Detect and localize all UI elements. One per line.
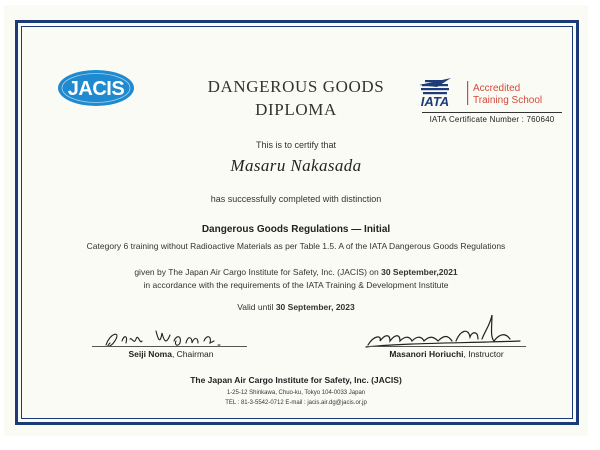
chairman-name: Seiji Noma [128, 349, 172, 359]
iata-globe-icon [419, 78, 451, 94]
course-title: Dangerous Goods Regulations — Initial [201, 224, 391, 235]
category-text: Category 6 training without Radioactive Materials as per Table 1.5. A of the IATA Dangerous Goods Regulations [86, 241, 506, 251]
accordance-text: in accordance with the requirements of the IATA Training & Development Institute [143, 280, 449, 290]
certify-text: This is to certify that [255, 140, 337, 150]
chairman-role: , Chairman [171, 349, 214, 359]
completion-text: has successfully completed with distinction [210, 194, 382, 204]
instructor-name: Masanori Horiuchi [389, 349, 464, 359]
recipient-name: Masaru Nakasada [230, 156, 362, 175]
diploma-title-line1: DANGEROUS GOODS [207, 77, 385, 96]
jacis-logo-text: JACIS [67, 78, 125, 100]
given-by-prefix: given by The Japan Air Cargo Institute for Safety, Inc. (JACIS) on [134, 267, 382, 277]
iata-logo [415, 75, 565, 111]
diploma-title-line2: DIPLOMA [255, 100, 337, 119]
instructor-signature-line [366, 346, 526, 347]
instructor-signer [364, 349, 529, 359]
given-by-text [4, 267, 588, 277]
organization-contact: TEL : 81-3-5542-0712 E-mail : jacis.air.dg@jacis.or.jp [225, 400, 367, 406]
organization-name: The Japan Air Cargo Institute for Safety, Inc. (JACIS) [190, 375, 402, 385]
valid-until-date: 30 September, 2023 [275, 302, 355, 312]
valid-until-prefix: Valid until [237, 302, 276, 312]
given-date: 30 September,2021 [381, 267, 458, 277]
organization-address: 1-25-12 Shinkawa, Chuo-ku, Tokyo 104-0033 Japan [226, 390, 366, 396]
chairman-signer [96, 349, 246, 359]
iata-logo-text: IATA [420, 94, 450, 109]
certificate [4, 5, 588, 436]
instructor-role: , Instructor [463, 349, 504, 359]
training-school-label: Training School [473, 95, 543, 106]
iata-certificate-number: IATA Certificate Number : 760640 [422, 112, 562, 124]
chairman-signature-line [92, 346, 247, 347]
accredited-label: Accredited [473, 83, 521, 94]
iata-accreditation [415, 75, 565, 127]
